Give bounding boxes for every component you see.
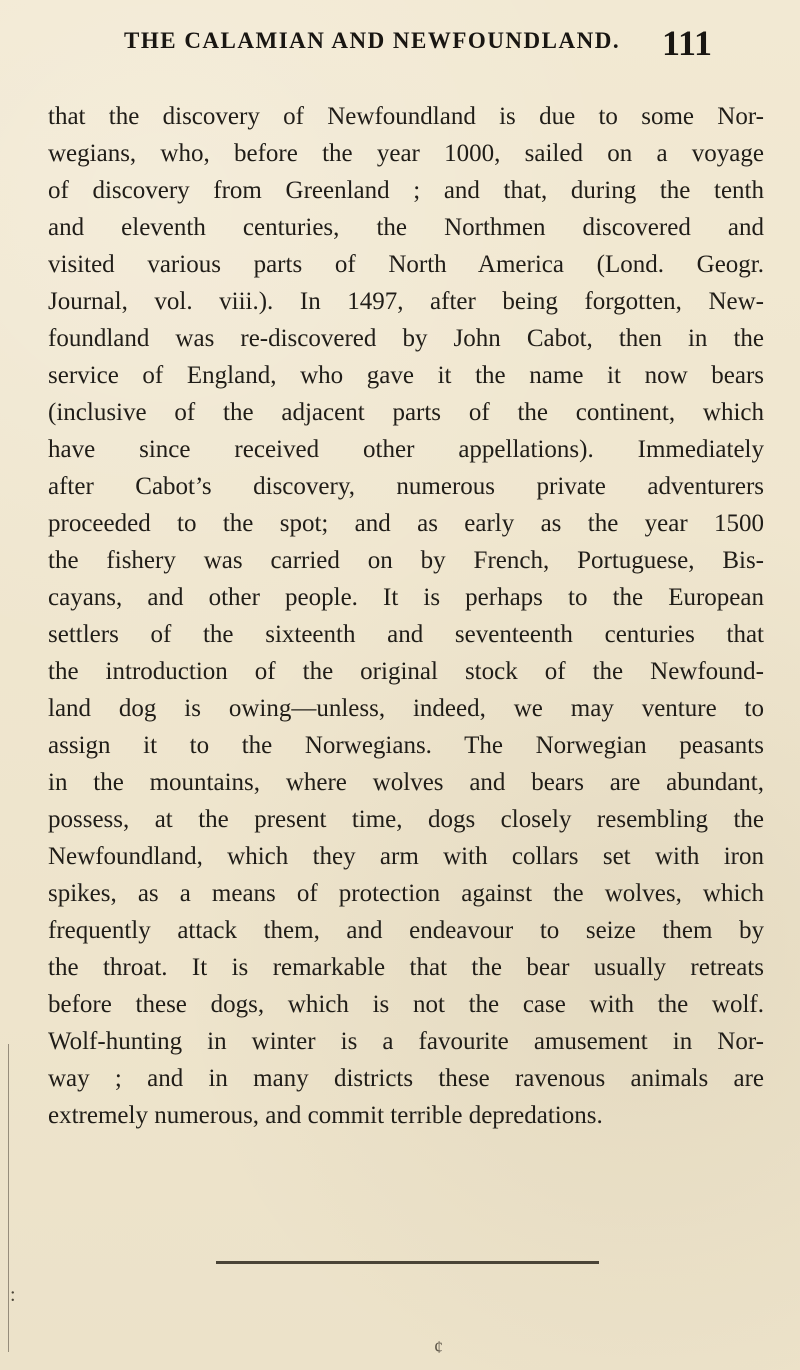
text-line-27: way ; and in many districts these ravenous animals are	[48, 1065, 764, 1092]
text-line-9: (inclusive of the adjacent parts of the continent, which	[48, 399, 764, 426]
text-line-5: visited various parts of North America (Lond. Geogr.	[48, 251, 764, 278]
body-text	[48, 98, 764, 1134]
text-line-20: possess, at the present time, dogs closely resembling the	[48, 806, 764, 833]
footer-rule	[216, 1261, 599, 1264]
bottom-mark: ¢	[434, 1337, 443, 1357]
text-line-11: after Cabot’s discovery, numerous private adventurers	[48, 473, 764, 500]
text-line-2: wegians, who, before the year 1000, sailed on a voyage	[48, 140, 764, 167]
text-line-6: Journal, vol. viii.). In 1497, after being forgotten, New-	[48, 288, 764, 315]
text-line-3: of discovery from Greenland ; and that, during the tenth	[48, 177, 764, 204]
text-line-18: assign it to the Norwegians. The Norwegian peasants	[48, 732, 764, 759]
text-line-4: and eleventh centuries, the Northmen discovered and	[48, 214, 764, 241]
text-line-26: Wolf-hunting in winter is a favourite amusement in Nor-	[48, 1028, 764, 1055]
text-line-25: before these dogs, which is not the case with the wolf.	[48, 991, 764, 1018]
text-line-13: the fishery was carried on by French, Portuguese, Bis-	[48, 547, 764, 574]
text-line-28: extremely numerous, and commit terrible depredations.	[48, 1102, 603, 1129]
text-line-7: foundland was re-discovered by John Cabot, then in the	[48, 325, 764, 352]
text-line-24: the throat. It is remarkable that the bear usually retreats	[48, 954, 764, 981]
text-line-19: in the mountains, where wolves and bears are abundant,	[48, 769, 764, 796]
left-margin-mark: :	[10, 1284, 16, 1306]
page-number: 111	[661, 23, 712, 63]
text-line-22: spikes, as a means of protection against the wolves, which	[48, 880, 764, 907]
text-line-12: proceeded to the spot; and as early as the year 1500	[48, 510, 764, 537]
text-line-16: the introduction of the original stock of the Newfound-	[48, 658, 764, 685]
text-line-15: settlers of the sixteenth and seventeenth centuries that	[48, 621, 764, 648]
text-line-17: land dog is owing—unless, indeed, we may venture to	[48, 695, 764, 722]
left-margin-rule	[8, 1044, 9, 1352]
text-line-14: cayans, and other people. It is perhaps to the European	[48, 584, 764, 611]
text-line-8: service of England, who gave it the name it now bears	[48, 362, 764, 389]
running-title: THE CALAMIAN AND NEWFOUNDLAND.	[124, 28, 621, 53]
text-line-23: frequently attack them, and endeavour to seize them by	[48, 917, 764, 944]
text-line-21: Newfoundland, which they arm with collars set with iron	[48, 843, 764, 870]
text-line-1: that the discovery of Newfoundland is due to some Nor-	[48, 103, 764, 130]
page-header	[0, 23, 800, 72]
text-line-10: have since received other appellations). Immediately	[48, 436, 764, 463]
